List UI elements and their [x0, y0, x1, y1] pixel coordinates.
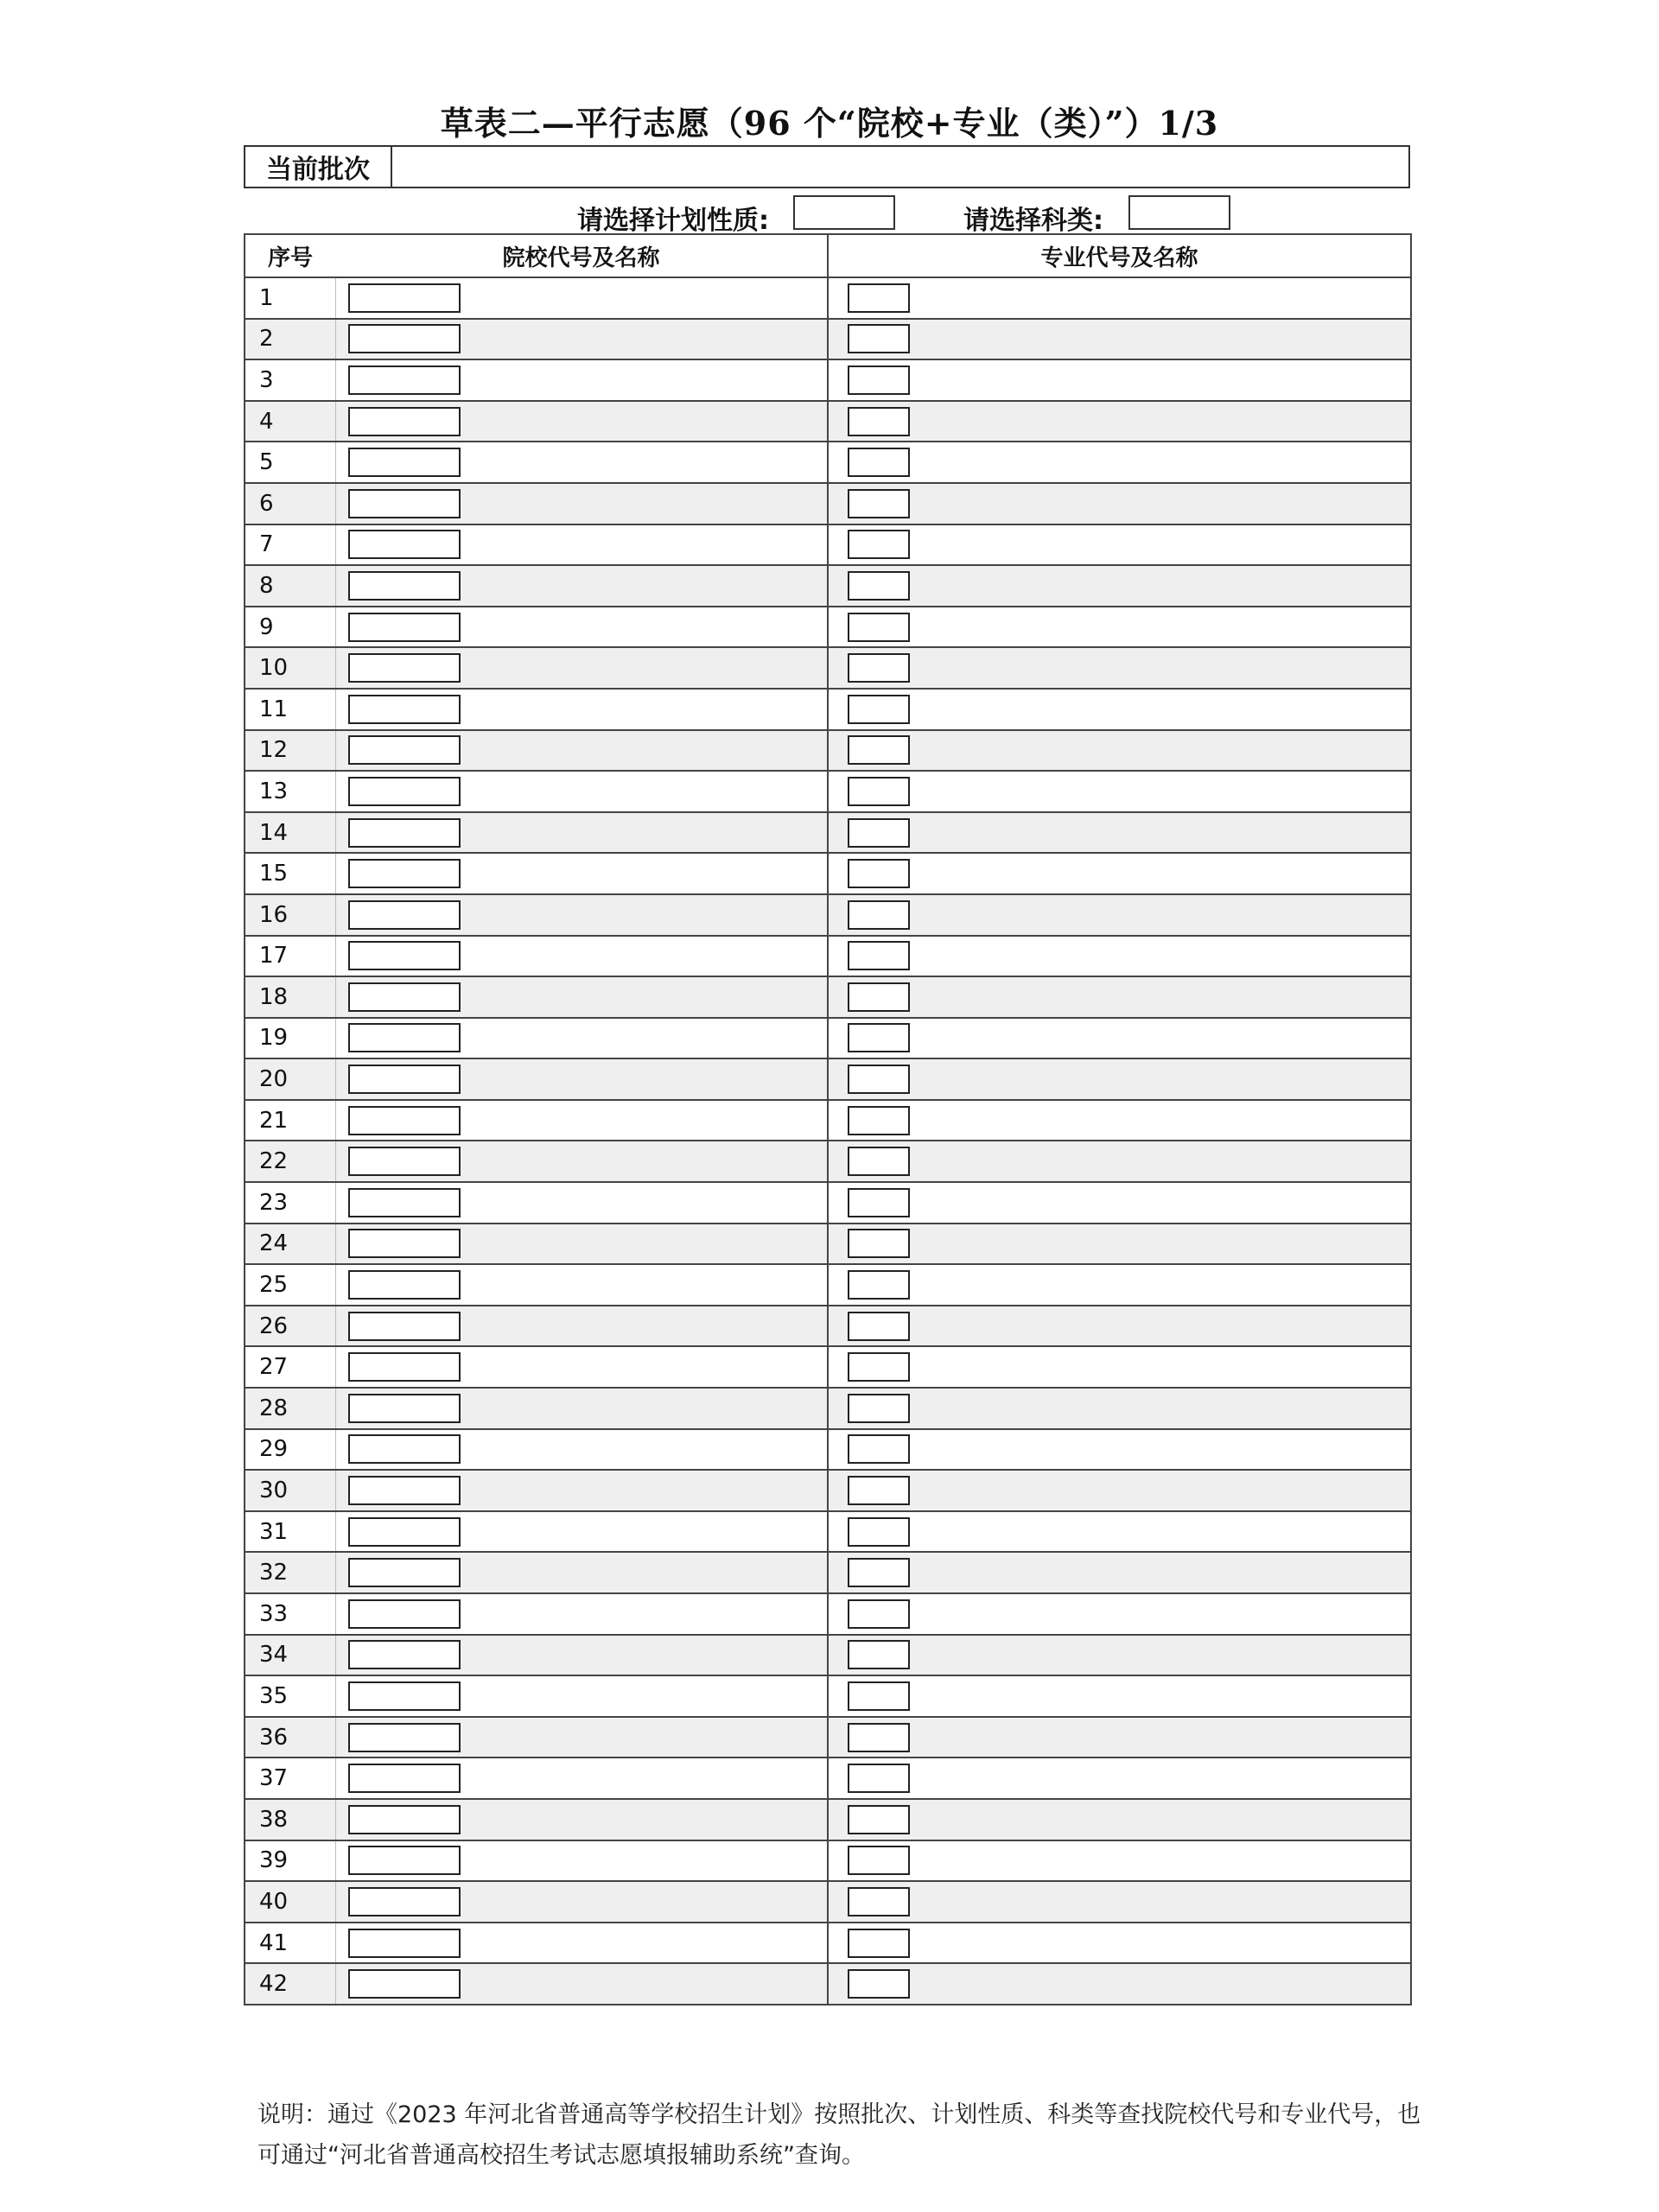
university-cell — [335, 1923, 828, 1964]
note-line-2: 可通过“河北省普通高校招生考试志愿填报辅助系统”查询。 — [257, 2142, 865, 2169]
row-number: 42 — [245, 1963, 335, 2005]
university-code-input[interactable] — [348, 1764, 461, 1793]
table-row — [245, 1100, 1411, 1141]
major-cell — [828, 1058, 1411, 1100]
major-cell — [828, 894, 1411, 936]
row-number: 1 — [245, 277, 335, 319]
university-cell — [335, 1511, 828, 1553]
table-row — [245, 1264, 1411, 1306]
subject-field[interactable] — [1128, 195, 1230, 230]
university-cell — [335, 1264, 828, 1306]
major-cell — [828, 1346, 1411, 1388]
university-cell — [335, 1799, 828, 1840]
major-code-input[interactable] — [848, 859, 910, 888]
table-row — [245, 401, 1411, 442]
row-number: 9 — [245, 607, 335, 648]
university-code-input[interactable] — [348, 1640, 461, 1669]
university-cell — [335, 442, 828, 483]
university-cell — [335, 483, 828, 524]
major-cell — [828, 1018, 1411, 1059]
university-code-input[interactable] — [348, 1023, 461, 1052]
table-row — [245, 1717, 1411, 1758]
university-code-input[interactable] — [348, 613, 461, 642]
major-code-input[interactable] — [848, 1394, 910, 1423]
subject-label: 请选择科类: — [963, 206, 1103, 236]
table-row — [245, 1593, 1411, 1635]
university-cell — [335, 730, 828, 772]
university-cell — [335, 1058, 828, 1100]
university-code-input[interactable] — [348, 407, 461, 436]
major-code-input[interactable] — [848, 777, 910, 806]
university-code-input[interactable] — [348, 900, 461, 930]
table-row — [245, 442, 1411, 483]
major-code-input[interactable] — [848, 530, 910, 559]
table-row — [245, 359, 1411, 401]
row-number: 37 — [245, 1758, 335, 1799]
major-cell — [828, 1675, 1411, 1717]
row-number: 41 — [245, 1923, 335, 1964]
major-code-input[interactable] — [848, 1106, 910, 1135]
university-cell — [335, 647, 828, 689]
row-number: 19 — [245, 1018, 335, 1059]
university-code-input[interactable] — [348, 818, 461, 848]
row-number: 17 — [245, 936, 335, 977]
university-cell — [335, 1963, 828, 2005]
major-cell — [828, 1552, 1411, 1593]
major-code-input[interactable] — [848, 941, 910, 970]
university-cell — [335, 1758, 828, 1799]
row-number: 21 — [245, 1100, 335, 1141]
university-code-input[interactable] — [348, 777, 461, 806]
table-row — [245, 1675, 1411, 1717]
row-number: 29 — [245, 1429, 335, 1471]
major-code-input[interactable] — [848, 982, 910, 1012]
table-row — [245, 1346, 1411, 1388]
university-code-input[interactable] — [348, 982, 461, 1012]
university-code-input[interactable] — [348, 324, 461, 353]
row-number: 2 — [245, 319, 335, 360]
row-number: 11 — [245, 689, 335, 730]
university-cell — [335, 812, 828, 854]
major-code-input[interactable] — [848, 489, 910, 518]
university-cell — [335, 1306, 828, 1347]
table-row — [245, 771, 1411, 812]
table-row — [245, 812, 1411, 854]
university-code-input[interactable] — [348, 1846, 461, 1875]
university-cell — [335, 1100, 828, 1141]
university-cell — [335, 1141, 828, 1182]
row-number: 31 — [245, 1511, 335, 1553]
university-cell — [335, 1675, 828, 1717]
university-cell — [335, 1470, 828, 1511]
major-code-input[interactable] — [848, 1805, 910, 1834]
major-code-input[interactable] — [848, 1270, 910, 1300]
note — [257, 2094, 1467, 2176]
university-cell — [335, 1346, 828, 1388]
major-cell — [828, 1635, 1411, 1676]
university-code-input[interactable] — [348, 1929, 461, 1958]
row-number: 39 — [245, 1840, 335, 1882]
university-code-input[interactable] — [348, 1147, 461, 1176]
row-number: 15 — [245, 853, 335, 894]
major-code-input[interactable] — [848, 1023, 910, 1052]
university-code-input[interactable] — [348, 1723, 461, 1752]
major-code-input[interactable] — [848, 407, 910, 436]
row-number: 35 — [245, 1675, 335, 1717]
major-cell — [828, 936, 1411, 977]
major-cell — [828, 607, 1411, 648]
table-row — [245, 1470, 1411, 1511]
university-code-input[interactable] — [348, 1229, 461, 1258]
row-number: 28 — [245, 1388, 335, 1429]
row-number: 5 — [245, 442, 335, 483]
current-batch-field[interactable] — [392, 147, 1408, 187]
university-code-input[interactable] — [348, 283, 461, 313]
major-code-input[interactable] — [848, 1065, 910, 1094]
row-number: 20 — [245, 1058, 335, 1100]
university-code-input[interactable] — [348, 1476, 461, 1505]
row-number: 13 — [245, 771, 335, 812]
table-body — [245, 277, 1411, 2005]
table-row — [245, 1388, 1411, 1429]
row-number: 24 — [245, 1224, 335, 1265]
major-code-input[interactable] — [848, 1929, 910, 1958]
major-code-input[interactable] — [848, 1147, 910, 1176]
university-cell — [335, 1018, 828, 1059]
table-row — [245, 1840, 1411, 1882]
major-cell — [828, 401, 1411, 442]
major-cell — [828, 442, 1411, 483]
major-code-input[interactable] — [848, 1476, 910, 1505]
table-row — [245, 1018, 1411, 1059]
university-code-input[interactable] — [348, 1394, 461, 1423]
table-row — [245, 1306, 1411, 1347]
row-number: 25 — [245, 1264, 335, 1306]
table-row — [245, 1923, 1411, 1964]
major-code-input[interactable] — [848, 1640, 910, 1669]
major-code-input[interactable] — [848, 1434, 910, 1464]
university-cell — [335, 524, 828, 566]
university-cell — [335, 277, 828, 319]
major-cell — [828, 1717, 1411, 1758]
table-row — [245, 730, 1411, 772]
university-code-input[interactable] — [348, 1805, 461, 1834]
university-code-input[interactable] — [348, 1517, 461, 1547]
major-cell — [828, 1388, 1411, 1429]
major-code-input[interactable] — [848, 571, 910, 601]
row-number: 23 — [245, 1182, 335, 1224]
major-code-input[interactable] — [848, 283, 910, 313]
table-row — [245, 1881, 1411, 1923]
row-number: 18 — [245, 976, 335, 1018]
major-cell — [828, 524, 1411, 566]
table-row — [245, 1511, 1411, 1553]
header-no: 序号 — [245, 234, 335, 277]
row-number: 32 — [245, 1552, 335, 1593]
major-cell — [828, 689, 1411, 730]
university-code-input[interactable] — [348, 653, 461, 683]
major-cell — [828, 1470, 1411, 1511]
university-code-input[interactable] — [348, 365, 461, 395]
major-cell — [828, 1799, 1411, 1840]
major-code-input[interactable] — [848, 613, 910, 642]
selector-row — [0, 194, 1659, 236]
university-code-input[interactable] — [348, 1434, 461, 1464]
major-cell — [828, 1306, 1411, 1347]
major-cell — [828, 565, 1411, 607]
university-code-input[interactable] — [348, 1969, 461, 1999]
table-row — [245, 277, 1411, 319]
major-cell — [828, 483, 1411, 524]
major-cell — [828, 1511, 1411, 1553]
row-number: 36 — [245, 1717, 335, 1758]
major-code-input[interactable] — [848, 1599, 910, 1629]
table-row — [245, 1058, 1411, 1100]
university-code-input[interactable] — [348, 1599, 461, 1629]
major-code-input[interactable] — [848, 1188, 910, 1217]
major-cell — [828, 1264, 1411, 1306]
major-cell — [828, 277, 1411, 319]
major-code-input[interactable] — [848, 1887, 910, 1916]
university-code-input[interactable] — [348, 695, 461, 724]
university-cell — [335, 1881, 828, 1923]
row-number: 7 — [245, 524, 335, 566]
major-code-input[interactable] — [848, 1517, 910, 1547]
table-row — [245, 319, 1411, 360]
major-cell — [828, 853, 1411, 894]
university-code-input[interactable] — [348, 1106, 461, 1135]
choice-table — [244, 233, 1412, 2005]
major-cell — [828, 976, 1411, 1018]
major-code-input[interactable] — [848, 1723, 910, 1752]
major-cell — [828, 1224, 1411, 1265]
major-cell — [828, 647, 1411, 689]
major-cell — [828, 1758, 1411, 1799]
university-cell — [335, 1429, 828, 1471]
table-row — [245, 524, 1411, 566]
row-number: 8 — [245, 565, 335, 607]
major-cell — [828, 812, 1411, 854]
major-code-input[interactable] — [848, 1764, 910, 1793]
university-cell — [335, 1717, 828, 1758]
table-row — [245, 894, 1411, 936]
major-cell — [828, 1881, 1411, 1923]
row-number: 16 — [245, 894, 335, 936]
major-cell — [828, 1100, 1411, 1141]
university-cell — [335, 976, 828, 1018]
table-row — [245, 689, 1411, 730]
major-code-input[interactable] — [848, 1681, 910, 1711]
major-code-input[interactable] — [848, 1352, 910, 1382]
row-number: 3 — [245, 359, 335, 401]
plan-nature-label: 请选择计划性质: — [577, 206, 769, 236]
university-cell — [335, 1840, 828, 1882]
university-cell — [335, 1224, 828, 1265]
university-cell — [335, 771, 828, 812]
major-cell — [828, 359, 1411, 401]
table-row — [245, 1552, 1411, 1593]
table-row — [245, 483, 1411, 524]
current-batch-label: 当前批次 — [245, 147, 392, 187]
university-code-input[interactable] — [348, 1312, 461, 1341]
university-cell — [335, 1635, 828, 1676]
row-number: 26 — [245, 1306, 335, 1347]
table-row — [245, 1799, 1411, 1840]
table-row — [245, 565, 1411, 607]
university-code-input[interactable] — [348, 941, 461, 970]
major-cell — [828, 1840, 1411, 1882]
university-code-input[interactable] — [348, 530, 461, 559]
major-cell — [828, 771, 1411, 812]
major-code-input[interactable] — [848, 1312, 910, 1341]
university-code-input[interactable] — [348, 859, 461, 888]
major-code-input[interactable] — [848, 1969, 910, 1999]
table-row — [245, 1224, 1411, 1265]
university-cell — [335, 565, 828, 607]
university-cell — [335, 1182, 828, 1224]
major-code-input[interactable] — [848, 448, 910, 477]
university-cell — [335, 1552, 828, 1593]
row-number: 22 — [245, 1141, 335, 1182]
university-code-input[interactable] — [348, 1270, 461, 1300]
major-cell — [828, 1593, 1411, 1635]
table-row — [245, 1182, 1411, 1224]
major-code-input[interactable] — [848, 818, 910, 848]
table-row — [245, 1635, 1411, 1676]
row-number: 34 — [245, 1635, 335, 1676]
major-cell — [828, 730, 1411, 772]
table-header-row — [245, 234, 1411, 277]
row-number: 12 — [245, 730, 335, 772]
table-row — [245, 976, 1411, 1018]
row-number: 40 — [245, 1881, 335, 1923]
major-cell — [828, 319, 1411, 360]
major-code-input[interactable] — [848, 735, 910, 765]
row-number: 14 — [245, 812, 335, 854]
university-cell — [335, 936, 828, 977]
table-row — [245, 853, 1411, 894]
row-number: 4 — [245, 401, 335, 442]
major-code-input[interactable] — [848, 1846, 910, 1875]
table-row — [245, 1429, 1411, 1471]
major-cell — [828, 1182, 1411, 1224]
header-university: 院校代号及名称 — [335, 234, 828, 277]
major-cell — [828, 1923, 1411, 1964]
university-cell — [335, 401, 828, 442]
row-number: 6 — [245, 483, 335, 524]
university-cell — [335, 1593, 828, 1635]
university-code-input[interactable] — [348, 489, 461, 518]
table-row — [245, 607, 1411, 648]
table-row — [245, 647, 1411, 689]
university-code-input[interactable] — [348, 1352, 461, 1382]
university-cell — [335, 689, 828, 730]
row-number: 27 — [245, 1346, 335, 1388]
university-cell — [335, 359, 828, 401]
university-cell — [335, 319, 828, 360]
university-cell — [335, 894, 828, 936]
row-number: 10 — [245, 647, 335, 689]
row-number: 30 — [245, 1470, 335, 1511]
major-cell — [828, 1429, 1411, 1471]
major-code-input[interactable] — [848, 1229, 910, 1258]
major-code-input[interactable] — [848, 653, 910, 683]
university-cell — [335, 1388, 828, 1429]
university-code-input[interactable] — [348, 448, 461, 477]
university-code-input[interactable] — [348, 1065, 461, 1094]
university-code-input[interactable] — [348, 571, 461, 601]
university-code-input[interactable] — [348, 1887, 461, 1916]
page-title: 草表二—平行志愿（96 个“院校+专业（类）”）1/3 — [440, 104, 1219, 143]
university-code-input[interactable] — [348, 1188, 461, 1217]
university-code-input[interactable] — [348, 1558, 461, 1587]
table-row — [245, 1758, 1411, 1799]
note-line-1: 说明：通过《2023 年河北省普通高等学校招生计划》按照批次、计划性质、科类等查找院校代号和专业代号，也 — [257, 2101, 1421, 2128]
major-code-input[interactable] — [848, 324, 910, 353]
current-batch-row — [244, 145, 1410, 188]
major-code-input[interactable] — [848, 695, 910, 724]
row-number: 33 — [245, 1593, 335, 1635]
university-code-input[interactable] — [348, 1681, 461, 1711]
major-code-input[interactable] — [848, 900, 910, 930]
major-cell — [828, 1141, 1411, 1182]
university-code-input[interactable] — [348, 735, 461, 765]
row-number: 38 — [245, 1799, 335, 1840]
plan-nature-field[interactable] — [793, 195, 895, 230]
table-row — [245, 936, 1411, 977]
major-code-input[interactable] — [848, 1558, 910, 1587]
header-major: 专业代号及名称 — [828, 234, 1411, 277]
university-cell — [335, 853, 828, 894]
major-code-input[interactable] — [848, 365, 910, 395]
table-row — [245, 1963, 1411, 2005]
major-cell — [828, 1963, 1411, 2005]
university-cell — [335, 607, 828, 648]
table-row — [245, 1141, 1411, 1182]
